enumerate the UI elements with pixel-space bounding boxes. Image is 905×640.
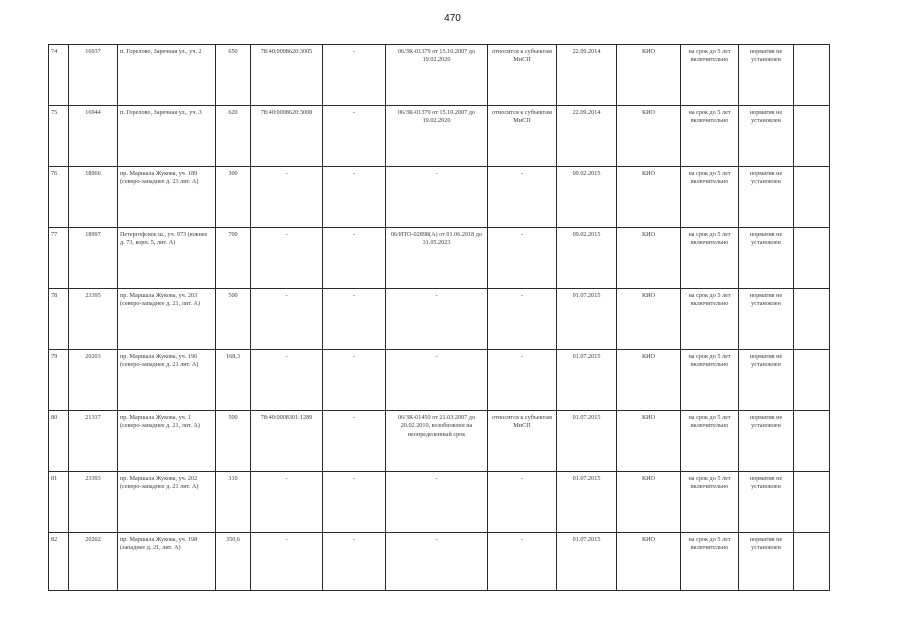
authority-cell: КИО <box>617 228 681 289</box>
empty-cell <box>794 106 830 167</box>
standard-cell: норматив не установлен <box>739 106 794 167</box>
registry-number-cell: 23393 <box>69 472 118 533</box>
address-cell: пр. Маршала Жукова, уч. 198 (западнее д. 21, лит. А) <box>118 533 216 591</box>
tenant-category-cell: - <box>488 350 557 411</box>
address-cell: п. Горелово, Заречная ул., уч. 2 <box>118 45 216 106</box>
inclusion-date-cell: 01.07.2015 <box>557 289 617 350</box>
tenant-category-cell: относится к субъектам МиСП <box>488 411 557 472</box>
table-body <box>49 45 830 591</box>
row-number-cell: 81 <box>49 472 69 533</box>
empty-cell <box>794 411 830 472</box>
cadastral-number-cell: - <box>251 167 323 228</box>
tenant-category-cell: - <box>488 167 557 228</box>
standard-cell: норматив не установлен <box>739 45 794 106</box>
row-number-cell: 79 <box>49 350 69 411</box>
authority-cell: КИО <box>617 289 681 350</box>
lease-document-cell: - <box>386 533 488 591</box>
cadastral-number-cell: - <box>251 533 323 591</box>
authority-cell: КИО <box>617 106 681 167</box>
row-number-cell: 80 <box>49 411 69 472</box>
lease-document-cell: 06/ИТО-02898(А) от 01.06.2018 до 31.05.2023 <box>386 228 488 289</box>
empty-cell <box>794 350 830 411</box>
registry-number-cell: 18966 <box>69 167 118 228</box>
standard-cell: норматив не установлен <box>739 472 794 533</box>
cadastral-number-cell: - <box>251 472 323 533</box>
registry-number-cell: 21337 <box>69 411 118 472</box>
encumbrance-cell: - <box>323 411 386 472</box>
table-row <box>49 45 830 106</box>
inclusion-date-cell: 09.02.2015 <box>557 228 617 289</box>
tenant-category-cell: относится к субъектам МиСП <box>488 45 557 106</box>
inclusion-date-cell: 01.07.2015 <box>557 472 617 533</box>
encumbrance-cell: - <box>323 533 386 591</box>
lease-document-cell: - <box>386 167 488 228</box>
area-cell: 350,6 <box>216 533 251 591</box>
standard-cell: норматив не установлен <box>739 228 794 289</box>
inclusion-date-cell: 01.07.2015 <box>557 533 617 591</box>
lease-document-cell: - <box>386 350 488 411</box>
standard-cell: норматив не установлен <box>739 411 794 472</box>
inclusion-date-cell: 01.07.2015 <box>557 411 617 472</box>
inclusion-date-cell: 22.09.2014 <box>557 106 617 167</box>
address-cell: пр. Маршала Жукова, уч. 189 (северо-западнее д. 23 лит. А) <box>118 167 216 228</box>
row-number-cell: 78 <box>49 289 69 350</box>
row-number-cell: 74 <box>49 45 69 106</box>
authority-cell: КИО <box>617 167 681 228</box>
address-cell: пр. Маршала Жукова, уч. 203 (северо-западнее д. 21, лит. А) <box>118 289 216 350</box>
authority-cell: КИО <box>617 411 681 472</box>
lease-document-cell: - <box>386 289 488 350</box>
area-cell: 650 <box>216 45 251 106</box>
area-cell: 500 <box>216 289 251 350</box>
standard-cell: норматив не установлен <box>739 167 794 228</box>
empty-cell <box>794 167 830 228</box>
row-number-cell: 76 <box>49 167 69 228</box>
cadastral-number-cell: - <box>251 228 323 289</box>
lease-term-cell: на срок до 5 лет включительно <box>681 533 739 591</box>
tenant-category-cell: относится к субъектам МиСП <box>488 106 557 167</box>
standard-cell: норматив не установлен <box>739 289 794 350</box>
lease-document-cell: - <box>386 472 488 533</box>
lease-term-cell: на срок до 5 лет включительно <box>681 228 739 289</box>
area-cell: 700 <box>216 228 251 289</box>
address-cell: пр. Маршала Жукова, уч. 196 (северо-западнее д. 21 лит. А) <box>118 350 216 411</box>
cadastral-number-cell: 78:40:0008620:3005 <box>251 45 323 106</box>
lease-term-cell: на срок до 5 лет включительно <box>681 472 739 533</box>
encumbrance-cell: - <box>323 472 386 533</box>
row-number-cell: 77 <box>49 228 69 289</box>
address-cell: пр. Маршала Жукова, уч. 1 (северо-западнее д. 21, лит. А) <box>118 411 216 472</box>
cadastral-number-cell: - <box>251 350 323 411</box>
row-number-cell: 82 <box>49 533 69 591</box>
inclusion-date-cell: 22.09.2014 <box>557 45 617 106</box>
area-cell: 168,3 <box>216 350 251 411</box>
tenant-category-cell: - <box>488 289 557 350</box>
tenant-category-cell: - <box>488 228 557 289</box>
cadastral-number-cell: - <box>251 289 323 350</box>
lease-term-cell: на срок до 5 лет включительно <box>681 45 739 106</box>
lease-term-cell: на срок до 5 лет включительно <box>681 106 739 167</box>
cadastral-number-cell: 78:40:0008301:1289 <box>251 411 323 472</box>
lease-term-cell: на срок до 5 лет включительно <box>681 350 739 411</box>
encumbrance-cell: - <box>323 289 386 350</box>
lease-document-cell: 06/ЗК-01450 от 21.03.2007 до 20.02.2010, возобновлен на неопределенный срок <box>386 411 488 472</box>
encumbrance-cell: - <box>323 45 386 106</box>
area-cell: 300 <box>216 167 251 228</box>
standard-cell: норматив не установлен <box>739 350 794 411</box>
authority-cell: КИО <box>617 350 681 411</box>
area-cell: 310 <box>216 472 251 533</box>
row-number-cell: 75 <box>49 106 69 167</box>
inclusion-date-cell: 09.02.2015 <box>557 167 617 228</box>
registry-number-cell: 23395 <box>69 289 118 350</box>
lease-document-cell: 06/ЗК-01379 от 15.10.2007 до 19.02.2020 <box>386 45 488 106</box>
table-row <box>49 533 830 591</box>
empty-cell <box>794 472 830 533</box>
table-row <box>49 167 830 228</box>
registry-table <box>48 44 830 591</box>
encumbrance-cell: - <box>323 167 386 228</box>
standard-cell: норматив не установлен <box>739 533 794 591</box>
page-number: 470 <box>444 13 461 24</box>
encumbrance-cell: - <box>323 228 386 289</box>
cadastral-number-cell: 78:40:0008620:3008 <box>251 106 323 167</box>
registry-number-cell: 20203 <box>69 350 118 411</box>
empty-cell <box>794 228 830 289</box>
empty-cell <box>794 45 830 106</box>
encumbrance-cell: - <box>323 350 386 411</box>
lease-term-cell: на срок до 5 лет включительно <box>681 167 739 228</box>
registry-number-cell: 18997 <box>69 228 118 289</box>
table-row <box>49 106 830 167</box>
tenant-category-cell: - <box>488 533 557 591</box>
registry-number-cell: 20202 <box>69 533 118 591</box>
address-cell: п. Горелово, Заречная ул., уч. 3 <box>118 106 216 167</box>
authority-cell: КИО <box>617 472 681 533</box>
area-cell: 500 <box>216 411 251 472</box>
lease-term-cell: на срок до 5 лет включительно <box>681 411 739 472</box>
table-row <box>49 411 830 472</box>
lease-term-cell: на срок до 5 лет включительно <box>681 289 739 350</box>
table-row <box>49 350 830 411</box>
address-cell: пр. Маршала Жукова, уч. 202 (северо-западнее д. 21 лит. А) <box>118 472 216 533</box>
registry-number-cell: 16937 <box>69 45 118 106</box>
registry-number-cell: 16944 <box>69 106 118 167</box>
table-row <box>49 472 830 533</box>
empty-cell <box>794 533 830 591</box>
authority-cell: КИО <box>617 45 681 106</box>
table-row <box>49 289 830 350</box>
area-cell: 620 <box>216 106 251 167</box>
address-cell: Петергофское ш., уч. 973 (южнее д. 73, корп. 5, лит. А) <box>118 228 216 289</box>
authority-cell: КИО <box>617 533 681 591</box>
inclusion-date-cell: 01.07.2015 <box>557 350 617 411</box>
empty-cell <box>794 289 830 350</box>
encumbrance-cell: - <box>323 106 386 167</box>
tenant-category-cell: - <box>488 472 557 533</box>
lease-document-cell: 06/ЗК-01379 от 15.10.2007 до 19.02.2020 <box>386 106 488 167</box>
table-row <box>49 228 830 289</box>
